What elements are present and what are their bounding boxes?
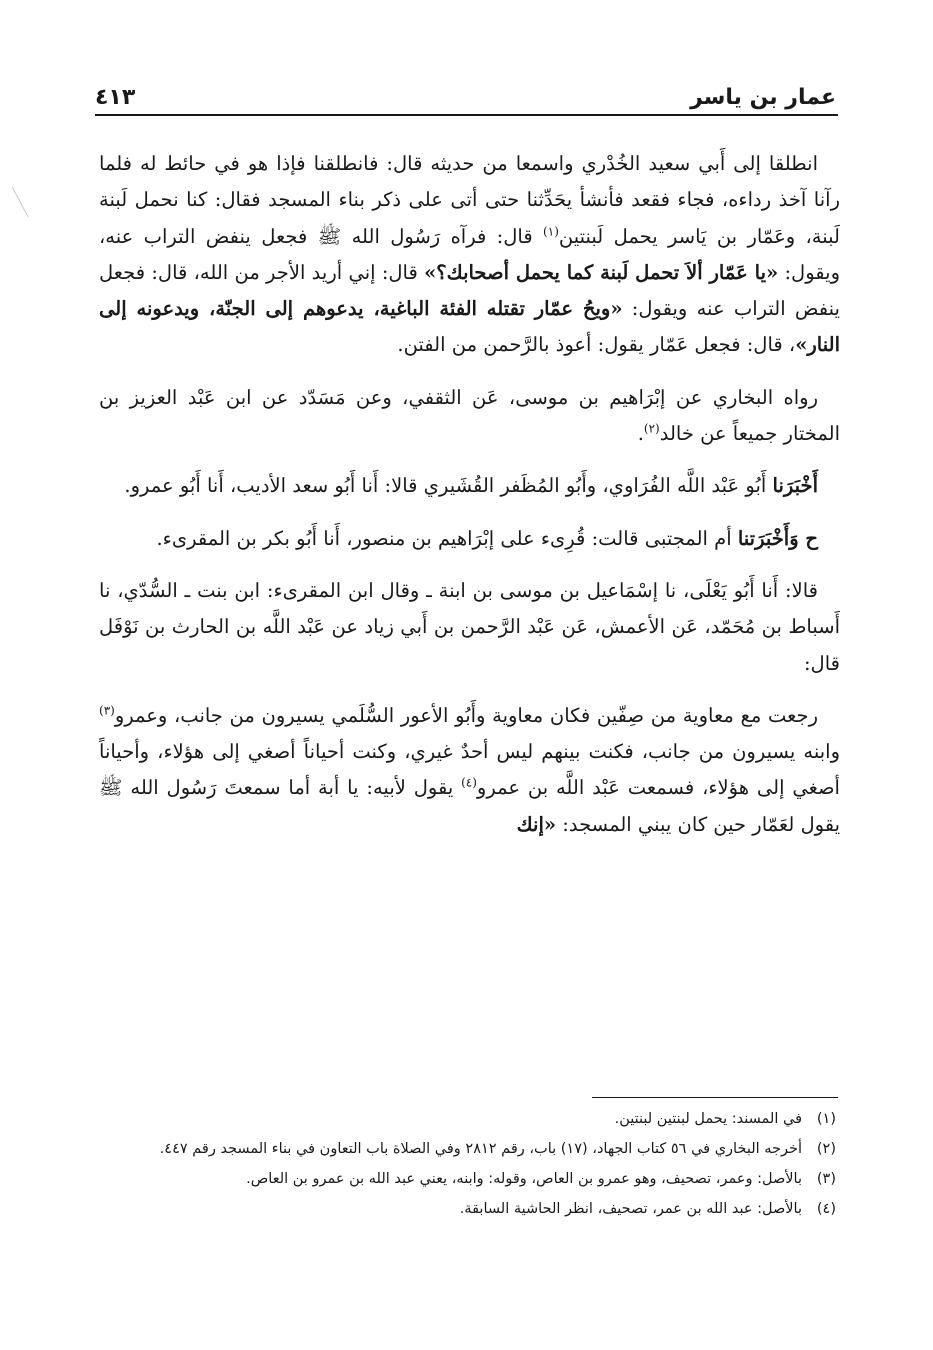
text-run: أم المجتبى قالت: قُرِىء على إبْرَاهيم بن منصور، أَنا أَبُو بكر بن المقرىء. bbox=[157, 526, 739, 550]
page-number: ٤١٣ bbox=[96, 85, 137, 110]
text-run: وابنه يسيرون من جانب، فكنت بينهم ليس أحدٌ غيري، وكنت أحياناً أصغي إلى هؤلاء، وأحياناً أصغي إلى هؤلاء، فسمعت عَبْد اللَّه بن عمرو bbox=[100, 740, 841, 800]
footnote-marker: (٤) bbox=[462, 775, 478, 790]
footnote-text: أخرجه البخاري في ٥٦ كتاب الجهاد، (١٧) باب، رقم ٢٨١٢ وفي الصلاة باب التعاون في بناء المسجد رقم ٤٤٧. bbox=[160, 1141, 803, 1157]
bold-text-run: «يا عَمّار ألاَ تحمل لَبنة كما يحمل أصحابك؟» bbox=[425, 260, 780, 284]
footnotes bbox=[100, 1106, 837, 1226]
paragraph-6 bbox=[100, 698, 841, 843]
bold-text-run: «ويحُ عمّار تقتله الفئة الباغية، يدعوهم إلى الجنّة، ويدعونه إلى النار» bbox=[100, 297, 841, 357]
footnote-1 bbox=[100, 1106, 837, 1132]
paragraph-3 bbox=[100, 468, 841, 504]
paragraph-2 bbox=[100, 380, 841, 453]
footnote-4 bbox=[100, 1196, 837, 1222]
bold-text-run: ح وَأَخْبَرَتنا bbox=[738, 526, 819, 550]
main-text bbox=[100, 146, 841, 859]
bold-text-run: «إنك bbox=[517, 812, 558, 836]
page-edge-mark bbox=[0, 187, 30, 227]
text-run: رواه البخاري عن إبْرَاهيم بن موسى، عَن الثقفي، وعن مَسَدّد عن ابن عَبْد العزيز بن المختار جميعاً عن خالد bbox=[100, 385, 841, 446]
text-run: أَبُو عَبْد اللَّه الفُرَاوي، وأَبُو المُظَفر القُشَيري قالا: أَنا أَبُو سعد الأديب، أَنا أَبُو عمرو. bbox=[125, 474, 774, 498]
paragraph-5 bbox=[100, 573, 841, 682]
footnote-3 bbox=[100, 1166, 837, 1192]
footnote-number: (٤) bbox=[817, 1201, 837, 1217]
paragraph-1 bbox=[100, 146, 841, 364]
footnote-2 bbox=[100, 1136, 837, 1162]
text-run: قال: فرآه رَسُول الله ﷺ فجعل ينفض التراب عنه، ويقول: bbox=[100, 224, 841, 284]
header-title: عمار بن ياسر bbox=[691, 85, 837, 110]
footnote-rule bbox=[593, 1097, 839, 1098]
paragraph-4 bbox=[100, 521, 841, 557]
footnote-text: بالأصل: عبد الله بن عمر، تصحيف، انظر الحاشية السابقة. bbox=[460, 1201, 803, 1217]
footnote-number: (٢) bbox=[817, 1141, 837, 1157]
footnote-number: (١) bbox=[817, 1111, 837, 1127]
text-run: انطلقا إلى أَبي سعيد الخُدْري واسمعا من حديثه قال: فانطلقنا فإذا هو في حائط له فلما رآنا آخذ رداءه، فجاء فقعد فأنشأ يحَدِّثنا حتى أتى على ذكر بناء المسجد فقال: كنا نحمل لَبنة لَبنة، وعَمّار بن يَاسر يحمل لَبنتين bbox=[100, 152, 841, 248]
text-run: قال: إني أريد الأجر من الله، قال: فجعل ينفض التراب عنه ويقول: bbox=[100, 260, 841, 321]
footnote-marker: (٣) bbox=[100, 703, 116, 718]
bold-text-run: أَخْبَرَنا bbox=[773, 474, 819, 498]
text-run: ، قال: فجعل عَمّار يقول: أعوذ بالرَّحمن من الفتن. bbox=[398, 333, 797, 357]
header-rule bbox=[96, 114, 839, 116]
footnote-marker: (١) bbox=[544, 224, 560, 239]
footnote-number: (٣) bbox=[817, 1171, 837, 1187]
text-run: يقول لأبيه: يا أبة أما سمعتَ رَسُول الله ﷺ يقول لعَمّار حين كان يبني المسجد: bbox=[100, 776, 841, 836]
footnote-text: بالأصل: وعمر، تصحيف، وهو عمرو بن العاص، وقوله: وابنه، يعني عبد الله بن عمرو بن العاص. bbox=[247, 1171, 803, 1187]
text-run: قالا: أَنا أَبُو يَعْلَى، نا إسْمَاعيل بن موسى بن ابنة ـ وقال ابن المقرىء: ابن بنت ـ السُّدّي، نا أَسباط بن مُحَمّد، عَن الأعمش، عَن عَبْد الرَّحمن بن أَبي زياد عن عَبْد اللَّه بن الحارث بن نَوْفَل قال: bbox=[100, 578, 841, 675]
footnote-marker: (٢) bbox=[644, 421, 661, 436]
text-run: رجعت مع معاوية من صِفّين فكان معاوية وأَبُو الأعور السُّلَمي يسيرون من جانب، وعمرو bbox=[115, 703, 819, 727]
text-run: . bbox=[638, 422, 645, 446]
footnote-text: في المسند: يحمل لبنتين لبنتين. bbox=[615, 1111, 803, 1127]
running-header bbox=[96, 70, 837, 110]
